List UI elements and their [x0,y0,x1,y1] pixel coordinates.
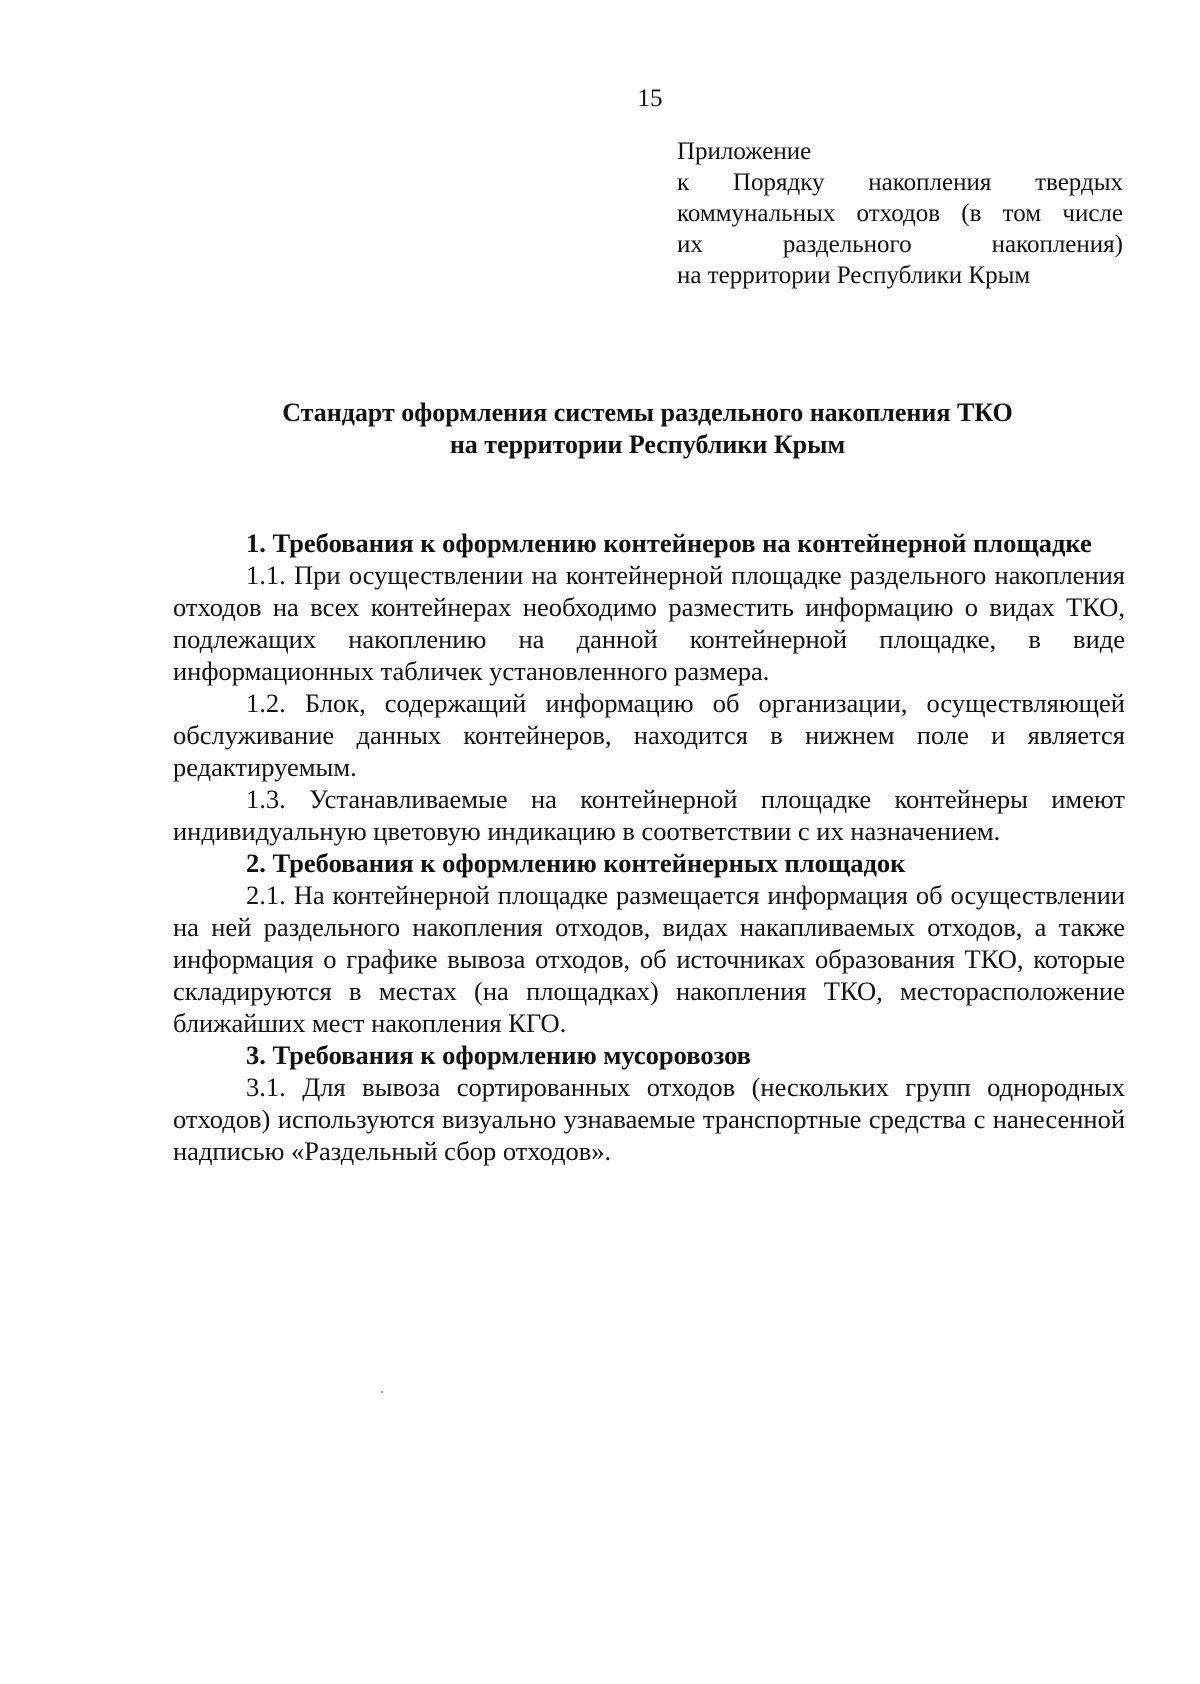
appendix-line: коммунальных отходов (в том числе [677,200,1123,227]
appendix-line: Приложение [677,138,812,165]
document-body [173,527,1125,1167]
title-line: на территории Республики Крым [449,430,846,459]
section-heading-2: 2. Требования к оформлению контейнерных площадок [246,848,906,878]
paragraph-1-3: 1.3. Устанавливаемые на контейнерной площадке контейнеры имеют индивидуальную цветовую индикацию в соответствии с их назначением. [173,784,1125,846]
section-heading-3: 3. Требования к оформлению мусоровозов [246,1040,751,1070]
appendix-line: к Порядку накопления твердых [677,169,1123,196]
section-heading-1: 1. Требования к оформлению контейнеров на контейнерной площадке [246,528,1092,558]
appendix-line: на территории Республики Крым [677,262,1031,289]
paragraph-3-1: 3.1. Для вывоза сортированных отходов (нескольких групп однородных отходов) используются визуально узнаваемые транспортные средства с нанесенной надписью «Раздельный сбор отходов». [173,1072,1125,1166]
title-line: Стандарт оформления системы раздельного накопления ТКО [282,398,1013,427]
appendix-reference [677,136,1123,291]
paragraph-2-1: 2.1. На контейнерной площадке размещается информация об осуществлении на ней раздельного накопления отходов, видах накапливаемых отходов, а также информация о графике вывоза отходов, об источниках образования ТКО, которые складируются в местах (на площадках) накопления ТКО, месторасположение ближайших мест накопления КГО. [173,880,1125,1038]
paragraph-1-1: 1.1. При осуществлении на контейнерной площадке раздельного накопления отходов на всех контейнерах необходимо разместить информацию о видах ТКО, подлежащих накоплению на данной контейнерной площадке, в виде информационных табличек установленного размера. [173,560,1125,686]
document-title [170,397,1125,461]
appendix-line: их раздельного накопления) [677,231,1123,258]
scan-speck [381,1391,383,1393]
page-number: 15 [637,85,663,112]
paragraph-1-2: 1.2. Блок, содержащий информацию об организации, осуществляющей обслуживание данных контейнеров, находится в нижнем поле и является редактируемым. [173,688,1125,782]
